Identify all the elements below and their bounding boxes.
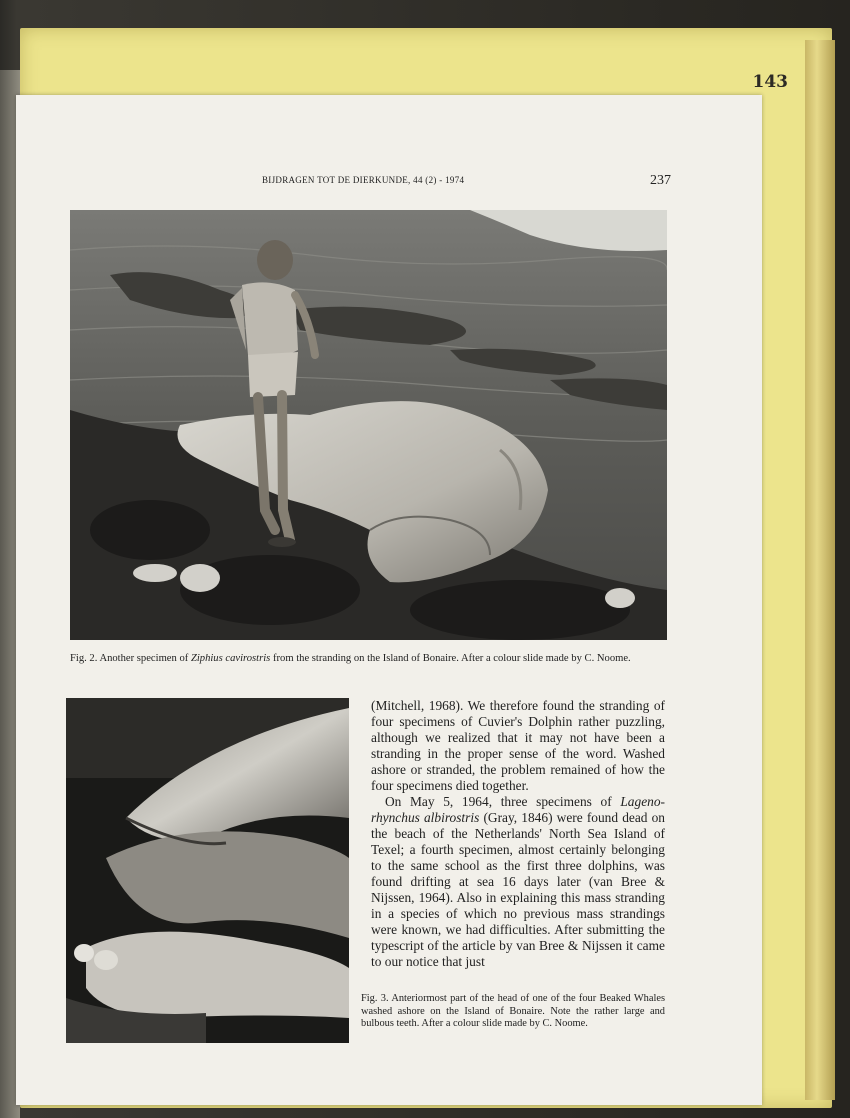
folder-edge	[805, 40, 835, 1100]
figure-3-photo	[66, 698, 349, 1043]
paragraph-1: (Mitchell, 1968). We therefore found the stranding of four specimens of Cuvier's Dolphin rather puzzling, although we realized that it may not have been a stranding in the proper sense of the word. Washed ashore or stranded, the problem remained of how the four specimens died together.	[371, 698, 665, 793]
figure-2-caption-suffix: from the stranding on the Island of Bonaire. After a colour slide made by C. Noome.	[270, 653, 631, 664]
body-text-column	[371, 698, 665, 970]
figure-2-caption-species: Ziphius cavirostris	[190, 653, 271, 664]
figure-2-caption-prefix: Fig. 2. Another specimen of	[70, 653, 191, 664]
paragraph-2-species: Lageno-rhynchus albirostris	[371, 794, 665, 825]
running-head: BIJDRAGEN TOT DE DIERKUNDE, 44 (2) - 1974	[262, 175, 465, 185]
figure-3-caption: Fig. 3. Anteriormost part of the head of one of the four Beaked Whales washed ashore on the Island of Bonaire. Note the rather large and bulbous teeth. After a colour slide made by C. Noome.	[361, 993, 665, 1029]
figure-2-caption	[70, 652, 667, 665]
paragraph-2	[371, 794, 665, 970]
paragraph-2-start: On May 5, 1964, three specimens of	[385, 794, 621, 809]
paragraph-2-rest: (Gray, 1846) were found dead on the beach of the Netherlands' North Sea Island of Texel; a fourth specimen, almost certainly belonging to the same school as the first three dolphins, was found drifting at sea 16 days later (van Bree & Nijssen, 1964). Also in explaining this mass stranding in a species of which no previous mass strandings were known, we had difficulties. After submitting the typescript of the article by van Bree & Nijssen it came to our notice that just	[371, 810, 665, 969]
figure-2-photo	[70, 210, 667, 640]
page-number: 237	[650, 173, 671, 188]
folder-number: 143	[752, 72, 788, 92]
